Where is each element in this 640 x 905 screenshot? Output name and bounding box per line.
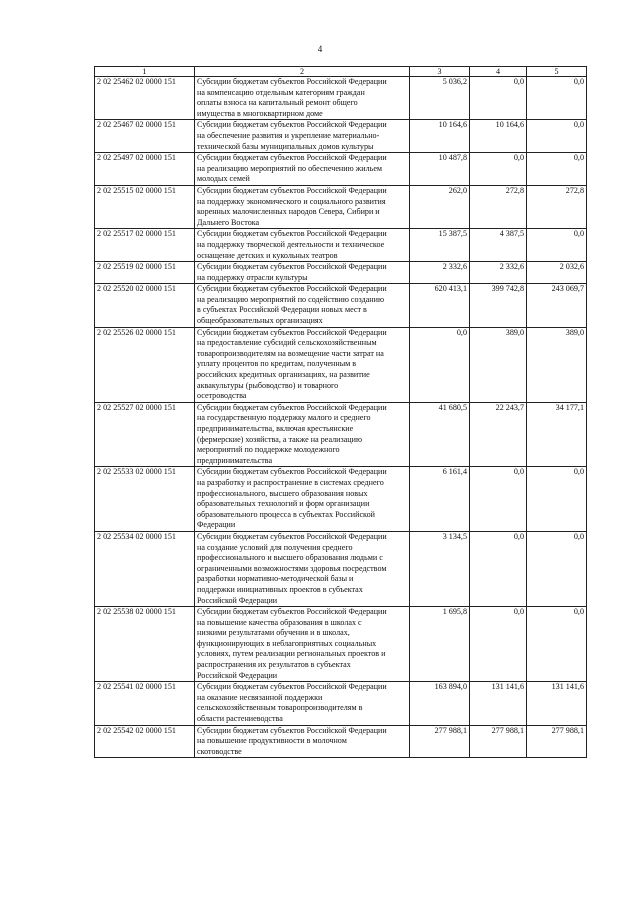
value-col5-cell: 131 141,6 — [527, 682, 587, 725]
column-header-1: 1 — [95, 67, 195, 77]
value-col5-cell: 0,0 — [527, 467, 587, 532]
value-col4-cell: 389,0 — [470, 327, 527, 402]
budget-code-cell: 2 02 25541 02 0000 151 — [95, 682, 195, 725]
value-col4-cell: 4 387,5 — [470, 229, 527, 262]
description-cell: Субсидии бюджетам субъектов Российской Федерации на государственную поддержку малого и среднего предпринимательства, включая крестьянские (фермерские) хозяйства, а также на реализацию мероприятий по поддержке молодежного предпринимательства — [195, 402, 410, 467]
value-col3-cell: 620 413,1 — [410, 284, 470, 327]
value-col3-cell: 163 894,0 — [410, 682, 470, 725]
description-cell: Субсидии бюджетам субъектов Российской Федерации на компенсацию отдельным категориям граждан оплаты взноса на капитальный ремонт общего имущества в многоквартирном доме — [195, 77, 410, 120]
value-col3-cell: 15 387,5 — [410, 229, 470, 262]
table-row — [95, 327, 587, 402]
budget-code-cell: 2 02 25533 02 0000 151 — [95, 467, 195, 532]
table-row — [95, 153, 587, 186]
table-row — [95, 185, 587, 228]
value-col4-cell: 0,0 — [470, 77, 527, 120]
budget-code-cell: 2 02 25515 02 0000 151 — [95, 185, 195, 228]
budget-code-cell: 2 02 25467 02 0000 151 — [95, 120, 195, 153]
table-row — [95, 607, 587, 682]
value-col3-cell: 262,0 — [410, 185, 470, 228]
value-col3-cell: 10 487,8 — [410, 153, 470, 186]
value-col4-cell: 22 243,7 — [470, 402, 527, 467]
table-row — [95, 725, 587, 758]
description-cell: Субсидии бюджетам субъектов Российской Федерации на повышение качества образования в школах с низкими результатами обучения и в школах, функционирующих в неблагоприятных социальных условиях, путем реализации региональных проектов и распространения их результатов в субъектах Российской Федерации — [195, 607, 410, 682]
description-cell: Субсидии бюджетам субъектов Российской Федерации на оказание несвязанной поддержки сельскохозяйственным товаропроизводителям в области растениеводства — [195, 682, 410, 725]
table-row — [95, 120, 587, 153]
value-col5-cell: 0,0 — [527, 153, 587, 186]
value-col4-cell: 277 988,1 — [470, 725, 527, 758]
value-col5-cell: 0,0 — [527, 229, 587, 262]
budget-code-cell: 2 02 25526 02 0000 151 — [95, 327, 195, 402]
budget-code-cell: 2 02 25534 02 0000 151 — [95, 531, 195, 606]
value-col4-cell: 0,0 — [470, 153, 527, 186]
column-header-4: 4 — [470, 67, 527, 77]
value-col4-cell: 131 141,6 — [470, 682, 527, 725]
column-header-3: 3 — [410, 67, 470, 77]
description-cell: Субсидии бюджетам субъектов Российской Федерации на обеспечение развития и укрепление материально- технической базы муниципальных домов культуры — [195, 120, 410, 153]
value-col3-cell: 3 134,5 — [410, 531, 470, 606]
value-col5-cell: 0,0 — [527, 531, 587, 606]
value-col4-cell: 399 742,8 — [470, 284, 527, 327]
budget-table — [94, 66, 587, 758]
table-row — [95, 77, 587, 120]
value-col3-cell: 6 161,4 — [410, 467, 470, 532]
value-col4-cell: 0,0 — [470, 467, 527, 532]
value-col3-cell: 2 332,6 — [410, 262, 470, 284]
description-cell: Субсидии бюджетам субъектов Российской Федерации на создание условий для получения среднего профессионального и высшего образования людьми с ограниченными возможностями здоровья посредством разработки нормативно-методической базы и поддержки инициативных проектов в субъектах Российской Федерации — [195, 531, 410, 606]
budget-code-cell: 2 02 25517 02 0000 151 — [95, 229, 195, 262]
description-cell: Субсидии бюджетам субъектов Российской Федерации на поддержку творческой деятельности и техническое оснащение детских и кукольных театров — [195, 229, 410, 262]
value-col3-cell: 277 988,1 — [410, 725, 470, 758]
page-number: 4 — [317, 44, 323, 54]
value-col5-cell: 277 988,1 — [527, 725, 587, 758]
value-col5-cell: 272,8 — [527, 185, 587, 228]
description-cell: Субсидии бюджетам субъектов Российской Федерации на поддержку отрасли культуры — [195, 262, 410, 284]
table-body — [95, 77, 587, 758]
value-col5-cell: 2 032,6 — [527, 262, 587, 284]
description-cell: Субсидии бюджетам субъектов Российской Федерации на разработку и распространение в системах среднего профессионального, высшего образования новых образовательных технологий и форм организации образовательного процесса в субъектах Российской Федерации — [195, 467, 410, 532]
value-col5-cell: 34 177,1 — [527, 402, 587, 467]
table-row — [95, 467, 587, 532]
budget-code-cell: 2 02 25462 02 0000 151 — [95, 77, 195, 120]
value-col3-cell: 10 164,6 — [410, 120, 470, 153]
value-col5-cell: 0,0 — [527, 120, 587, 153]
value-col4-cell: 0,0 — [470, 607, 527, 682]
column-header-2: 2 — [195, 67, 410, 77]
column-header-5: 5 — [527, 67, 587, 77]
value-col5-cell: 243 069,7 — [527, 284, 587, 327]
description-cell: Субсидии бюджетам субъектов Российской Федерации на реализацию мероприятий по обеспечению жильем молодых семей — [195, 153, 410, 186]
value-col5-cell: 389,0 — [527, 327, 587, 402]
value-col3-cell: 41 680,5 — [410, 402, 470, 467]
description-cell: Субсидии бюджетам субъектов Российской Федерации на повышение продуктивности в молочном скотоводстве — [195, 725, 410, 758]
description-cell: Субсидии бюджетам субъектов Российской Федерации на реализацию мероприятий по содействию созданию в субъектах Российской Федерации новых мест в общеобразовательных организациях — [195, 284, 410, 327]
table-row — [95, 682, 587, 725]
value-col4-cell: 10 164,6 — [470, 120, 527, 153]
value-col4-cell: 2 332,6 — [470, 262, 527, 284]
budget-code-cell: 2 02 25542 02 0000 151 — [95, 725, 195, 758]
table-row — [95, 229, 587, 262]
value-col3-cell: 0,0 — [410, 327, 470, 402]
value-col4-cell: 272,8 — [470, 185, 527, 228]
value-col3-cell: 5 036,2 — [410, 77, 470, 120]
table-header-row — [95, 67, 587, 77]
value-col3-cell: 1 695,8 — [410, 607, 470, 682]
description-cell: Субсидии бюджетам субъектов Российской Федерации на поддержку экономического и социального развития коренных малочисленных народов Севера, Сибири и Дальнего Востока — [195, 185, 410, 228]
budget-code-cell: 2 02 25519 02 0000 151 — [95, 262, 195, 284]
table-row — [95, 262, 587, 284]
budget-code-cell: 2 02 25538 02 0000 151 — [95, 607, 195, 682]
table-row — [95, 402, 587, 467]
budget-code-cell: 2 02 25527 02 0000 151 — [95, 402, 195, 467]
table-row — [95, 531, 587, 606]
budget-code-cell: 2 02 25520 02 0000 151 — [95, 284, 195, 327]
value-col5-cell: 0,0 — [527, 77, 587, 120]
value-col5-cell: 0,0 — [527, 607, 587, 682]
budget-code-cell: 2 02 25497 02 0000 151 — [95, 153, 195, 186]
value-col4-cell: 0,0 — [470, 531, 527, 606]
table-row — [95, 284, 587, 327]
description-cell: Субсидии бюджетам субъектов Российской Федерации на предоставление субсидий сельскохозяйственным товаропроизводителям на возмещение части затрат на уплату процентов по кредитам, полученным в российских кредитных организациях, на развитие аквакультуры (рыбоводство) и товарного осетроводства — [195, 327, 410, 402]
